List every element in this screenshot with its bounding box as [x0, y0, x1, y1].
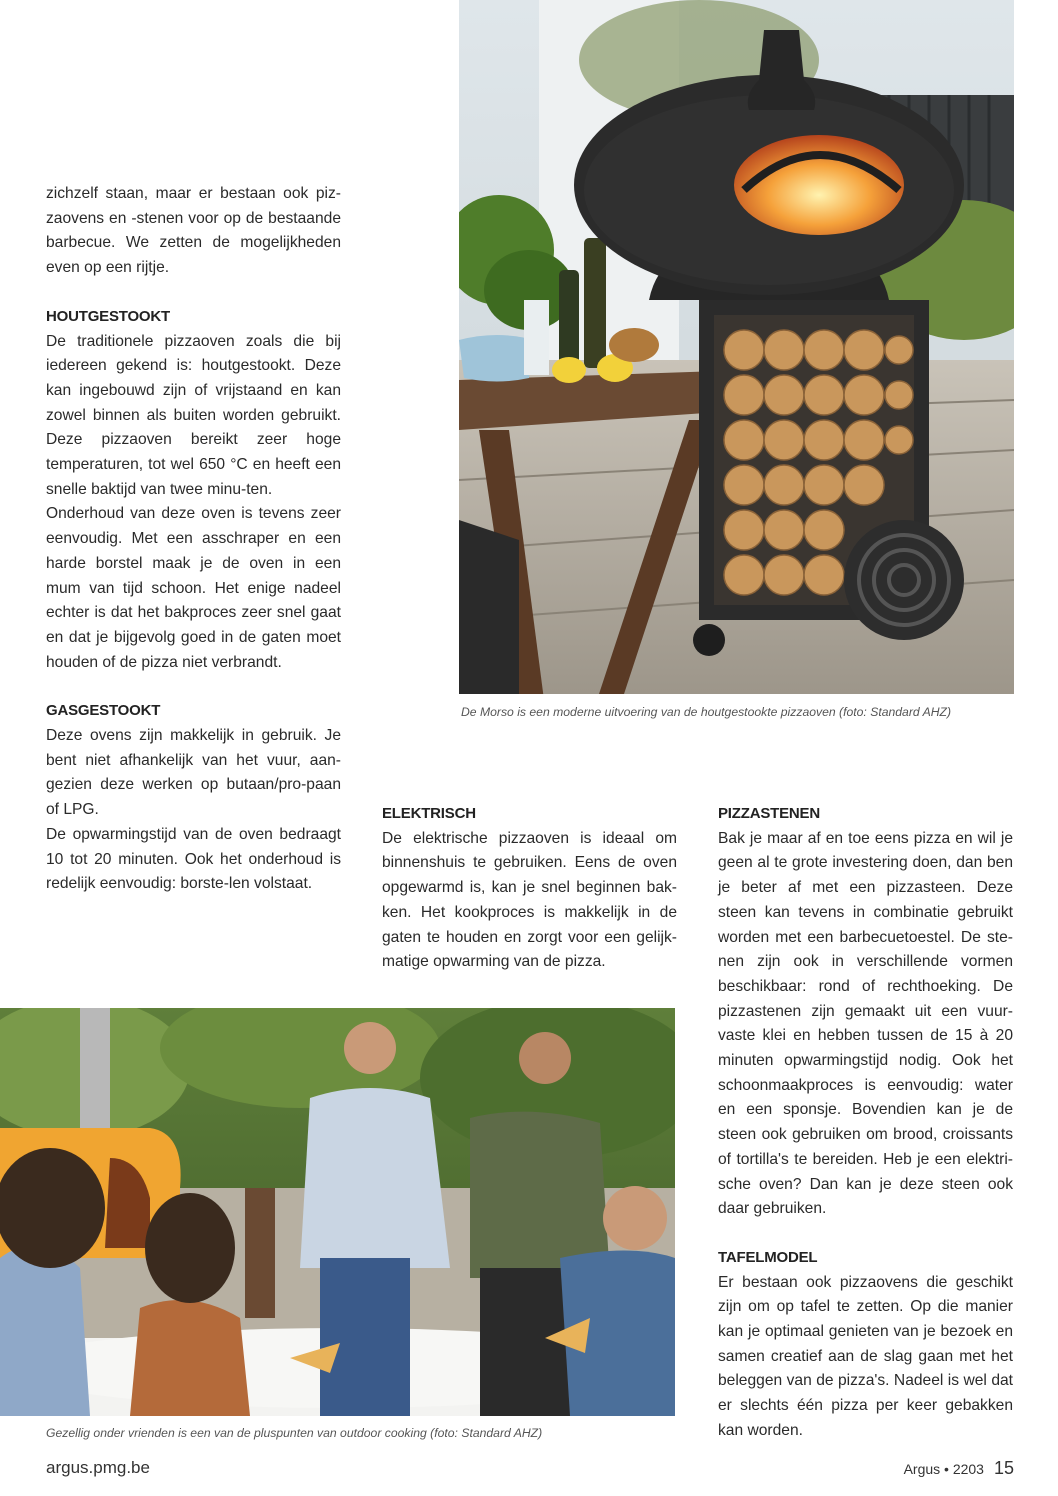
issue-label: Argus • 2203: [903, 1461, 984, 1477]
footer-issue: [904, 1458, 1014, 1479]
column-3: [718, 802, 1013, 1444]
heading-elektrisch: ELEKTRISCH: [382, 805, 476, 822]
caption-bottom-photo: Gezellig onder vrienden is een van de pluspunten van outdoor cooking (foto: Standard AHZ): [46, 1426, 543, 1440]
elektrisch-paragraph: De elektrische pizzaoven is ideaal om binnenshuis te gebruiken. Eens de oven opgewarmd is, kan je snel beginnen bak-ken. Het kookproces is makkelijk in de gaten te houden en zorgt voor een gelijk-matige opwarming van de pizza.: [382, 829, 677, 971]
heading-tafelmodel: TAFELMODEL: [718, 1248, 818, 1266]
gasgestookt-paragraph-2: De opwarmingstijd van de oven bedraagt 10 tot 20 minuten. Ook het onderhoud is redelijk eenvoudig: borste-len volstaat.: [46, 825, 341, 893]
houtgestookt-paragraph-1: De traditionele pizzaoven zoals die bij iedereen gekend is: houtgestookt. Deze kan ingebouwd zijn of vrijstaand en kan zowel binnen als buiten worden gebruikt. Deze pizzaoven bereikt zeer hoge temperaturen, tot wel 650 °C en heeft een snelle baktijd van twee minu-ten.: [46, 332, 341, 498]
tafelmodel-paragraph: Er bestaan ook pizzaovens die geschikt zijn om op tafel te zetten. Op die manier kan je optimaal genieten van je bezoek en samen creatief aan de slag gaan met het beleggen van de pizza's. Nadeel is wel dat er slechts één pizza per keer gebakken kan worden.: [718, 1273, 1013, 1439]
heading-gasgestookt: GASGESTOOKT: [46, 702, 161, 720]
page-number: 15: [993, 1458, 1014, 1478]
caption-top-photo: De Morso is een moderne uitvoering van de houtgestookte pizzaoven (foto: Standard AHZ): [461, 705, 952, 719]
column-2: [382, 802, 677, 975]
oven-illustration: [459, 0, 1014, 694]
intro-paragraph: zichzelf staan, maar er bestaan ook piz-zaovens en -stenen voor op de bestaande barbecue. We zetten de mogelijkheden even op een rijtje.: [46, 185, 341, 277]
photo-morso-oven: [459, 0, 1014, 694]
photo-friends-pizza: [0, 1008, 675, 1416]
column-1: [46, 182, 341, 897]
houtgestookt-paragraph-2: Onderhoud van deze oven is tevens zeer eenvoudig. Met een asschraper en een harde borstel maak je de oven in een mum van tijd schoon. Het enige nadeel echter is dat het bakproces zeer snel gaat en dat je bijgevolg goed in de gaten moet houden of de pizza niet verbrandt.: [46, 505, 341, 671]
pizzastenen-paragraph: Bak je maar af en toe eens pizza en wil je geen al te grote investering doen, dan ben je beter af met een pizzasteen. Deze steen kan tevens in combinatie gebruikt worden met een barbecuetoestel. De ste-nen zijn ook in verschillende vormen beschikbaar: rond of rechthoeking. De pizzastenen zijn gemaakt uit een vuur-vaste klei en hebben tussen de 15 à 20 minuten opwarmingstijd nodig. Ook het schoonmaakproces is eenvoudig: water en een sponsje. Bovendien kan je de steen ook gebruiken om brood, croissants of tortilla's te bereiden. Heb je een elektri-sche oven? Dan kan je deze steen ook daar gebruiken.: [718, 829, 1013, 1218]
friends-illustration: [0, 1008, 675, 1416]
heading-pizzastenen: PIZZASTENEN: [718, 805, 820, 822]
heading-houtgestookt: HOUTGESTOOKT: [46, 307, 170, 325]
gasgestookt-paragraph-1: Deze ovens zijn makkelijk in gebruik. Je bent niet afhankelijk van het vuur, aan-gezien deze werken op butaan/pro-paan of LPG.: [46, 727, 341, 819]
footer-website[interactable]: argus.pmg.be: [46, 1458, 150, 1477]
